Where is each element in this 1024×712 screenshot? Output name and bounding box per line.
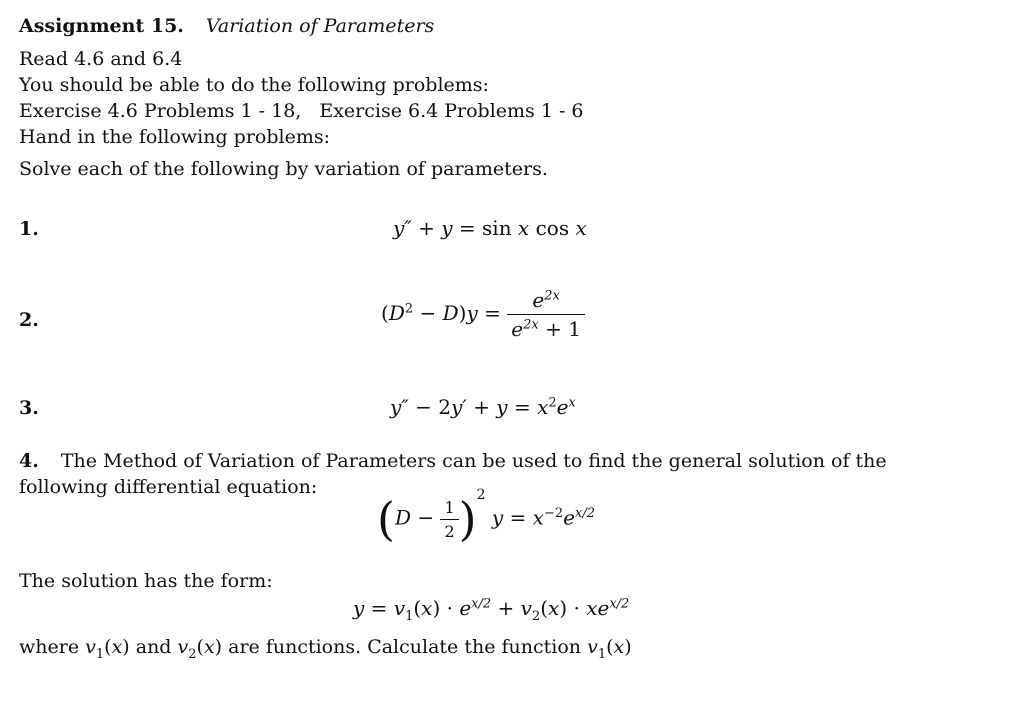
reading-line: Read 4.6 and 6.4 — [19, 48, 183, 70]
problem-2-equation: $(D^2 - D)y$ = $\frac{e^{2x}}{e^{2x} + 1}$ — [381, 288, 585, 341]
solution-form-label: The solution has the form: — [19, 570, 273, 592]
exercise-4-6: Exercise 4.6 Problems 1 - 18, — [19, 100, 302, 122]
problem-4-half: $\frac{1}{2}$ — [440, 498, 458, 541]
problem-4-label: 4. — [19, 450, 39, 472]
problem-2-label: 2. — [19, 309, 39, 331]
problem-3-equation: $y'' - 2y' + y = x^2e^x$ — [390, 395, 576, 419]
exercise-6-4: Exercise 6.4 Problems 1 - 6 — [319, 100, 584, 122]
solution-form-equation: $y = v_1(x) \cdot e^{x/2} + v_2(x) \cdot xe^{x/2}$ — [353, 596, 630, 624]
problem-2-fraction: $\frac{e^{2x}}{e^{2x} + 1}$ — [507, 288, 585, 341]
able-line: You should be able to do the following problems: — [19, 74, 489, 96]
problem-1-label: 1. — [19, 218, 39, 240]
problem-3-label: 3. — [19, 397, 39, 419]
problem-4-equation: (D − $\frac{1}{2}$ )$^2$ $y = x^{-2}e^{x/2}$ — [377, 486, 595, 546]
assignment-header — [19, 15, 434, 38]
problem-1-equation: y″ + y = sin x cos x — [393, 216, 587, 240]
assignment-topic: Variation of Parameters — [205, 15, 435, 37]
exercises-line — [19, 100, 584, 123]
problem-4-text: The Method of Variation of Parameters can be used to find the general solution of the following differential equation: — [19, 450, 887, 498]
handin-line: Hand in the following problems: — [19, 126, 331, 148]
where-line: where $v_1(x)$ and $v_2(x)$ are functions. Calculate the function $v_1(x)$ — [19, 636, 632, 662]
instruction-line: Solve each of the following by variation of parameters. — [19, 158, 548, 180]
assignment-title: Assignment 15. — [19, 15, 184, 37]
